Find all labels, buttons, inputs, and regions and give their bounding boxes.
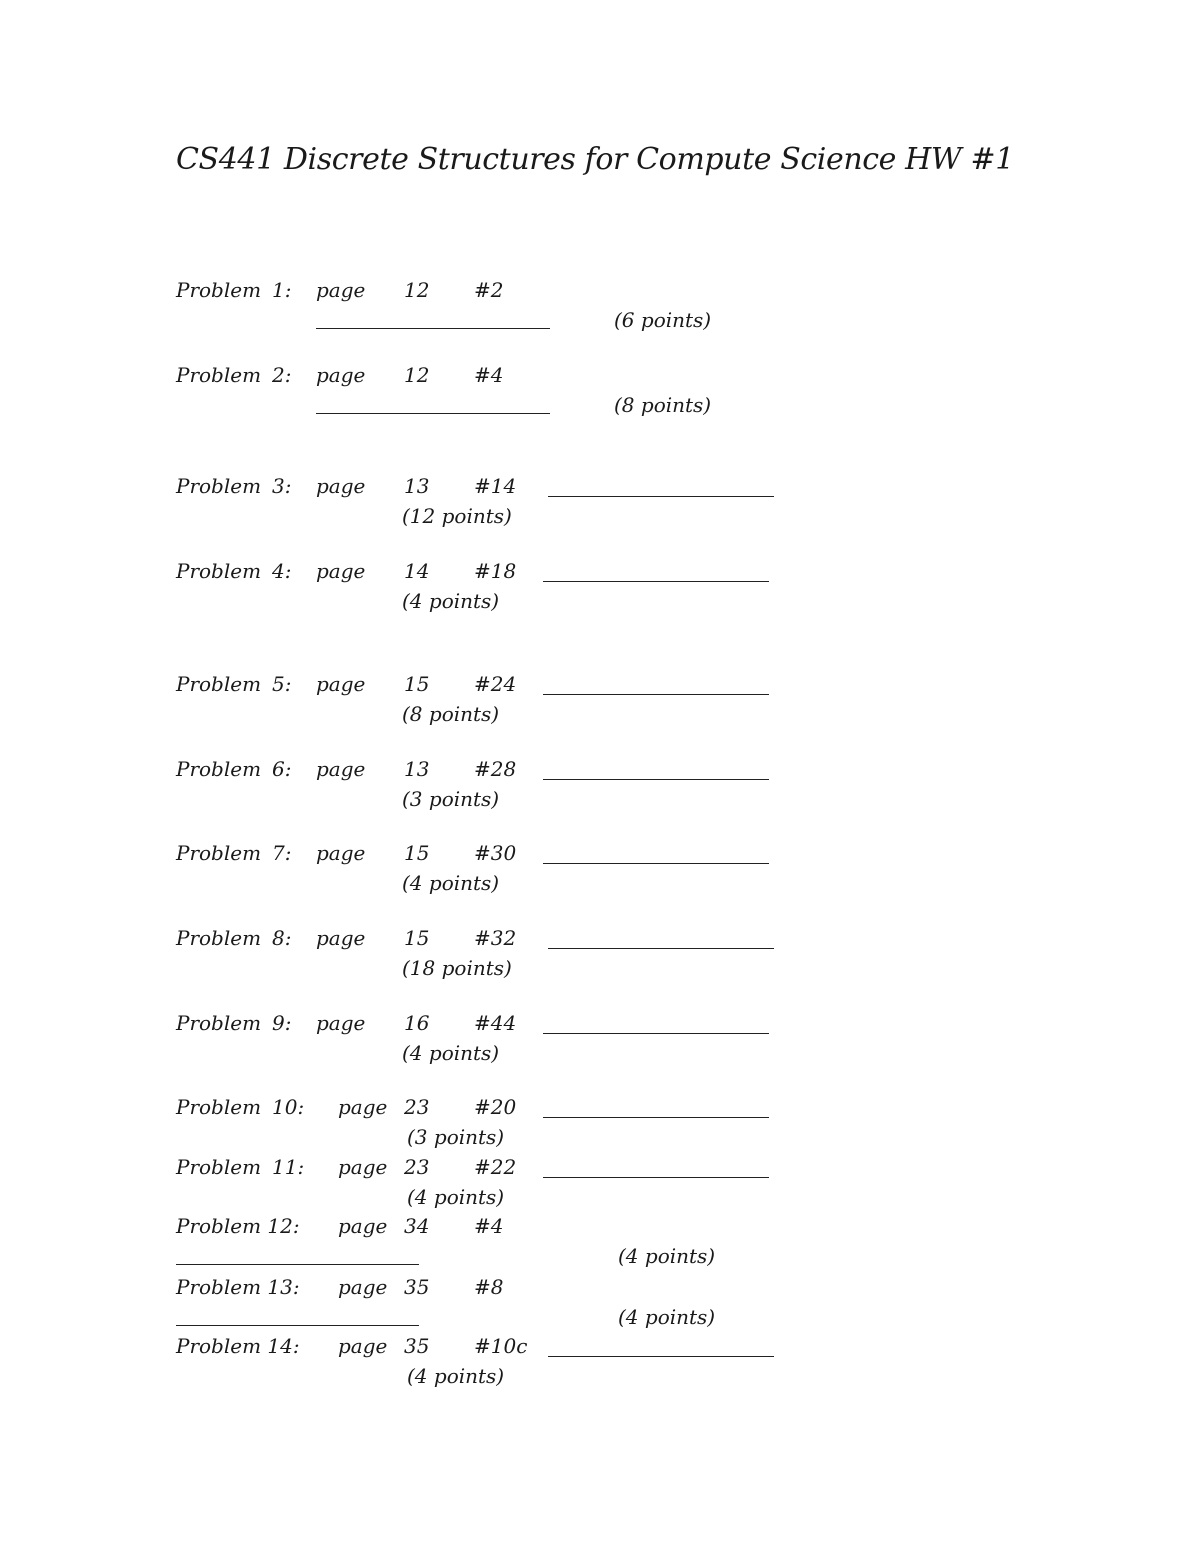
page-number: 15 (404, 926, 430, 950)
problem-label: Problem (176, 559, 262, 583)
page-word: page (316, 757, 366, 781)
problem-number: 7: (272, 841, 292, 865)
page-number: 23 (404, 1155, 430, 1179)
points-value: (3 points) (402, 787, 500, 811)
page-number: 16 (404, 1011, 430, 1035)
points-value: (4 points) (402, 1041, 500, 1065)
problem-number: 1: (272, 278, 292, 302)
answer-blank[interactable] (543, 1177, 769, 1178)
exercise-number: #20 (474, 1095, 517, 1119)
page-word: page (338, 1095, 388, 1119)
page-word: page (338, 1334, 388, 1358)
answer-blank[interactable] (543, 863, 769, 864)
answer-blank[interactable] (316, 413, 550, 414)
page-word: page (316, 1011, 366, 1035)
points-value: (8 points) (614, 393, 712, 417)
exercise-number: #8 (474, 1275, 504, 1299)
page-word: page (338, 1155, 388, 1179)
problem-label: Problem (176, 1155, 262, 1179)
problem-number: 3: (272, 474, 292, 498)
page-number: 15 (404, 672, 430, 696)
problem-number: 10: (272, 1095, 305, 1119)
page-number: 12 (404, 278, 430, 302)
problem-label: Problem (176, 1095, 262, 1119)
page-number: 23 (404, 1095, 430, 1119)
page-word: page (338, 1275, 388, 1299)
answer-blank[interactable] (543, 581, 769, 582)
answer-blank[interactable] (548, 1356, 774, 1357)
page-word: page (316, 926, 366, 950)
answer-blank[interactable] (543, 1033, 769, 1034)
exercise-number: #28 (474, 757, 517, 781)
answer-blank[interactable] (176, 1264, 419, 1265)
page-word: page (316, 363, 366, 387)
points-value: (12 points) (402, 504, 512, 528)
problem-label: Problem (176, 926, 262, 950)
points-value: (6 points) (614, 308, 712, 332)
answer-blank[interactable] (548, 948, 774, 949)
problem-number: 8: (272, 926, 292, 950)
page-word: page (316, 672, 366, 696)
page-word: page (316, 559, 366, 583)
problem-number: 9: (272, 1011, 292, 1035)
exercise-number: #10c (474, 1334, 528, 1358)
page-number: 13 (404, 474, 430, 498)
page-number: 35 (404, 1334, 430, 1358)
exercise-number: #30 (474, 841, 517, 865)
answer-blank[interactable] (176, 1325, 419, 1326)
page-number: 14 (404, 559, 430, 583)
points-value: (4 points) (402, 589, 500, 613)
problem-number: 11: (272, 1155, 305, 1179)
exercise-number: #14 (474, 474, 517, 498)
answer-blank[interactable] (543, 1117, 769, 1118)
page-title: CS441 Discrete Structures for Compute Science HW #1 (176, 142, 1014, 177)
problem-number: 2: (272, 363, 292, 387)
exercise-number: #4 (474, 1214, 504, 1238)
page-number: 12 (404, 363, 430, 387)
problem-label: Problem 13: (176, 1275, 300, 1299)
points-value: (4 points) (407, 1185, 505, 1209)
exercise-number: #2 (474, 278, 504, 302)
problem-label: Problem (176, 1011, 262, 1035)
page-word: page (316, 474, 366, 498)
answer-blank[interactable] (316, 328, 550, 329)
exercise-number: #24 (474, 672, 517, 696)
problem-number: 6: (272, 757, 292, 781)
exercise-number: #4 (474, 363, 504, 387)
points-value: (4 points) (618, 1244, 716, 1268)
points-value: (4 points) (407, 1364, 505, 1388)
problem-label: Problem 12: (176, 1214, 300, 1238)
problem-label: Problem 14: (176, 1334, 300, 1358)
exercise-number: #32 (474, 926, 517, 950)
answer-blank[interactable] (548, 496, 774, 497)
points-value: (4 points) (618, 1305, 716, 1329)
points-value: (4 points) (402, 871, 500, 895)
problem-label: Problem (176, 363, 262, 387)
points-value: (3 points) (407, 1125, 505, 1149)
page-word: page (316, 278, 366, 302)
problem-label: Problem (176, 841, 262, 865)
page-word: page (316, 841, 366, 865)
points-value: (18 points) (402, 956, 512, 980)
problem-number: 4: (272, 559, 292, 583)
problem-label: Problem (176, 278, 262, 302)
problem-number: 5: (272, 672, 292, 696)
problem-label: Problem (176, 757, 262, 781)
points-value: (8 points) (402, 702, 500, 726)
page-number: 35 (404, 1275, 430, 1299)
answer-blank[interactable] (543, 694, 769, 695)
problem-label: Problem (176, 672, 262, 696)
page-number: 34 (404, 1214, 430, 1238)
page-word: page (338, 1214, 388, 1238)
exercise-number: #18 (474, 559, 517, 583)
answer-blank[interactable] (543, 779, 769, 780)
page-number: 15 (404, 841, 430, 865)
page-number: 13 (404, 757, 430, 781)
problem-label: Problem (176, 474, 262, 498)
exercise-number: #22 (474, 1155, 517, 1179)
exercise-number: #44 (474, 1011, 517, 1035)
